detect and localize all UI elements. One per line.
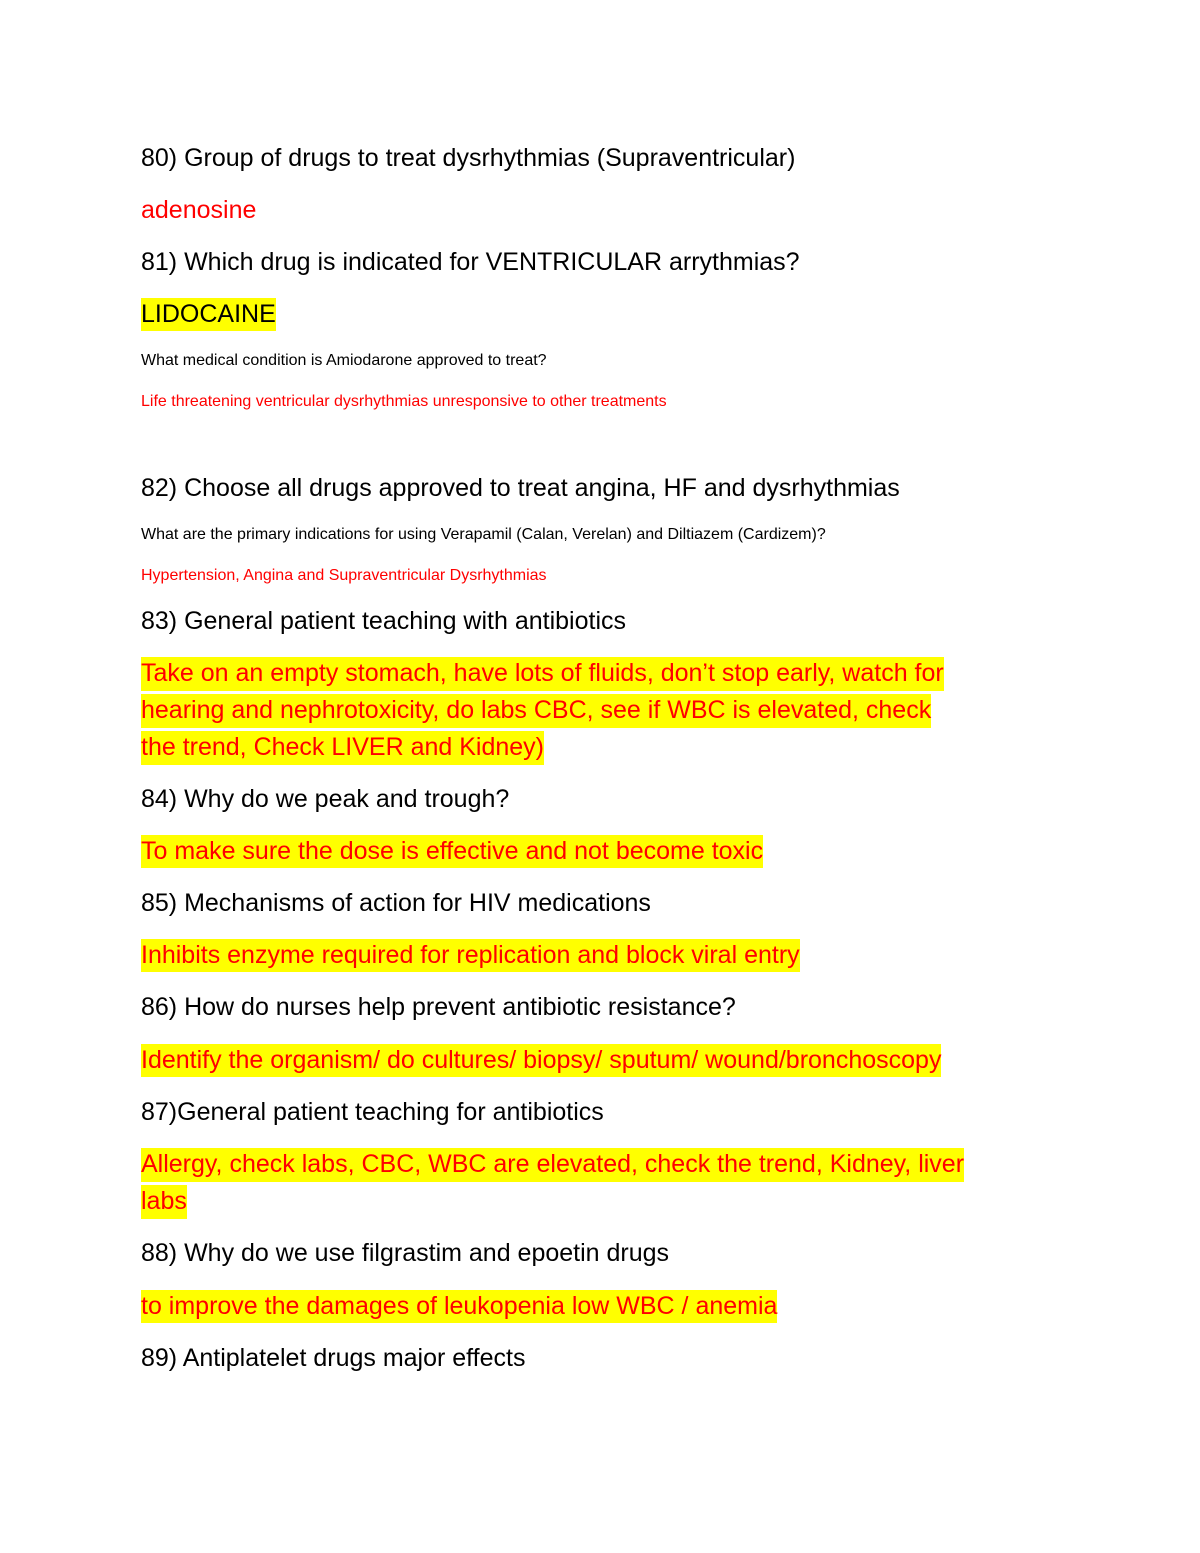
- answer-80: adenosine: [141, 196, 257, 224]
- question-84: 84) Why do we peak and trough?: [141, 785, 510, 813]
- answer-88: to improve the damages of leukopenia low WBC / anemia: [141, 1290, 777, 1323]
- answer-87-line: Allergy, check labs, CBC, WBC are elevated, check the trend, Kidney, liver: [141, 1148, 964, 1182]
- answer-verapamil: Hypertension, Angina and Supraventricular Dysrhythmias: [141, 567, 547, 584]
- question-amiodarone: What medical condition is Amiodarone approved to treat?: [141, 352, 547, 369]
- answer-87-line: labs: [141, 1185, 187, 1219]
- answer-87: [141, 1146, 964, 1220]
- answer-83-line: Take on an empty stomach, have lots of fluids, don’t stop early, watch for: [141, 657, 944, 691]
- question-88: 88) Why do we use filgrastim and epoetin drugs: [141, 1239, 670, 1267]
- answer-amiodarone: Life threatening ventricular dysrhythmias unresponsive to other treatments: [141, 393, 667, 410]
- question-81: 81) Which drug is indicated for VENTRICULAR arrythmias?: [141, 248, 800, 276]
- answer-83: [141, 655, 944, 766]
- question-verapamil: What are the primary indications for using Verapamil (Calan, Verelan) and Diltiazem (Cardizem)?: [141, 526, 826, 543]
- question-87: 87)General patient teaching for antibiotics: [141, 1098, 604, 1126]
- question-85: 85) Mechanisms of action for HIV medications: [141, 889, 651, 917]
- answer-86: Identify the organism/ do cultures/ biopsy/ sputum/ wound/bronchoscopy: [141, 1044, 941, 1077]
- answer-83-line: the trend, Check LIVER and Kidney): [141, 731, 544, 765]
- question-80: 80) Group of drugs to treat dysrhythmias (Supraventricular): [141, 144, 796, 172]
- answer-84: To make sure the dose is effective and not become toxic: [141, 835, 763, 868]
- answer-83-line: hearing and nephrotoxicity, do labs CBC, see if WBC is elevated, check: [141, 694, 931, 728]
- question-89: 89) Antiplatelet drugs major effects: [141, 1344, 526, 1372]
- question-82: 82) Choose all drugs approved to treat angina, HF and dysrhythmias: [141, 474, 900, 502]
- answer-81: LIDOCAINE: [141, 298, 276, 331]
- question-86: 86) How do nurses help prevent antibiotic resistance?: [141, 993, 736, 1021]
- question-83: 83) General patient teaching with antibiotics: [141, 607, 627, 635]
- answer-85: Inhibits enzyme required for replication and block viral entry: [141, 939, 800, 972]
